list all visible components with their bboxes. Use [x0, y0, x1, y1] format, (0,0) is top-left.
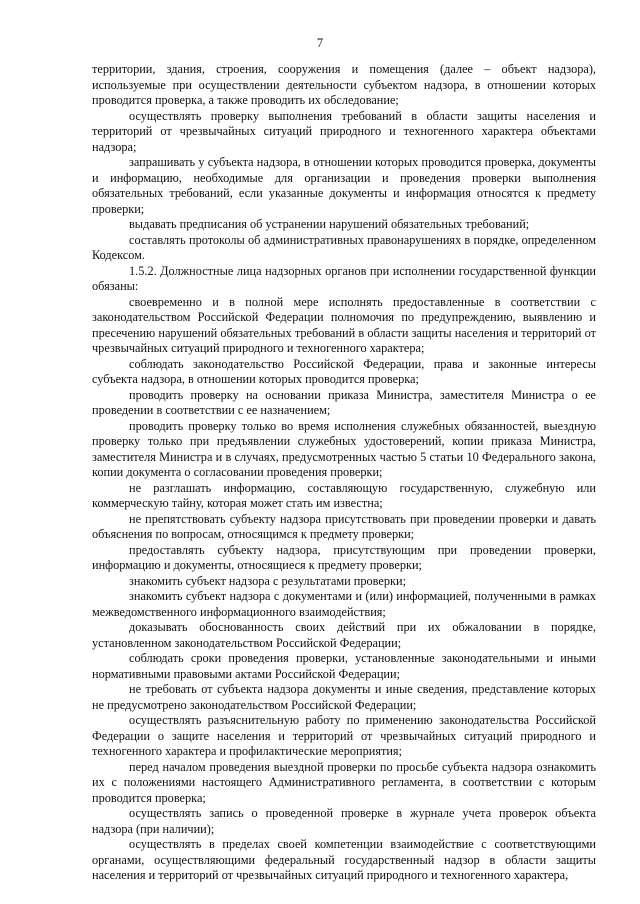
- paragraph: предоставлять субъекту надзора, присутствующим при проведении проверки, информацию и документы, относящиеся к предмету проверки;: [92, 542, 596, 572]
- paragraph: соблюдать законодательство Российской Федерации, права и законные интересы субъекта надзора, в отношении которых проводится проверка;: [92, 356, 596, 386]
- page-number: 7: [316, 36, 324, 50]
- paragraph: составлять протоколы об административных правонарушениях в порядке, определенном Кодексом.: [92, 232, 596, 262]
- paragraph: осуществлять в пределах своей компетенции взаимодействие с соответствующими органами, осуществляющими федеральный государственный надзор в области защиты населения и территорий от чрезвычайных ситуаций природного и техногенного характера,: [92, 837, 596, 882]
- paragraph: доказывать обоснованность своих действий при их обжаловании в порядке, установленном законодательством Российской Федерации;: [92, 620, 596, 650]
- paragraph: не разглашать информацию, составляющую государственную, служебную или коммерческую тайну, которая может стать им известна;: [92, 480, 596, 510]
- paragraph: соблюдать сроки проведения проверки, установленные законодательными и иными нормативными правовыми актами Российской Федерации;: [92, 651, 596, 681]
- paragraph: не требовать от субъекта надзора документы и иные сведения, представление которых не предусмотрено законодательством Российской Федерации;: [92, 682, 596, 712]
- paragraph: запрашивать у субъекта надзора, в отношении которых проводится проверка, документы и информацию, необходимые для организации и проведения проверки выполнения обязательных требований, если указанные документы и информация относятся к предмету проверки;: [92, 155, 596, 216]
- section-heading-1-5-2: 1.5.2. Должностные лица надзорных органов при исполнении государственной функции обязаны:: [92, 263, 596, 293]
- paragraph: знакомить субъект надзора с результатами проверки;: [129, 573, 406, 588]
- document-body: [92, 62, 596, 884]
- paragraph: перед началом проведения выездной проверки по просьбе субъекта надзора ознакомить их с положениями настоящего Административного регламента, в соответствии с которым проводится проверка;: [92, 759, 596, 805]
- paragraph: осуществлять проверку выполнения требований в области защиты населения и территорий от чрезвычайных ситуаций природного и техногенного характера объектами надзора;: [92, 108, 596, 154]
- paragraph: осуществлять запись о проведенной проверке в журнале учета проверок объекта надзора (при наличии);: [92, 806, 596, 836]
- paragraph: не препятствовать субъекту надзора присутствовать при проведении проверки и давать объяснения по вопросам, относящимся к предмету проверки;: [92, 511, 596, 541]
- paragraph: проводить проверку на основании приказа Министра, заместителя Министра о ее проведении в соответствии с ее назначением;: [92, 387, 596, 417]
- paragraph: знакомить субъект надзора с документами и (или) информацией, полученными в рамках межведомственного информационного взаимодействия;: [92, 589, 596, 619]
- paragraph: своевременно и в полной мере исполнять предоставленные в соответствии с законодательством Российской Федерации полномочия по предупреждению, выявлению и пресечению нарушений обязательных требований в области защиты населения и территорий от чрезвычайных ситуаций природного и техногенного характера;: [92, 294, 596, 355]
- paragraph: осуществлять разъяснительную работу по применению законодательства Российской Федерации о защите населения и территорий от чрезвычайных ситуаций природного и техногенного характера и профилактические мероприятия;: [92, 713, 596, 758]
- paragraph: проводить проверку только во время исполнения служебных обязанностей, выездную проверку только при предъявлении служебных удостоверений, копии приказа Министра, заместителя Министра и в случаях, предусмотренных частью 5 статьи 10 Федерального закона, копии документа о согласовании проведения проверки;: [92, 418, 596, 479]
- paragraph: выдавать предписания об устранении нарушений обязательных требований;: [129, 217, 530, 231]
- paragraph-continued: территории, здания, строения, сооружения и помещения (далее – объект надзора), используемые при осуществлении деятельности субъектом надзора, в отношении которых проводится проверка, а также проводить их обследование;: [92, 62, 596, 107]
